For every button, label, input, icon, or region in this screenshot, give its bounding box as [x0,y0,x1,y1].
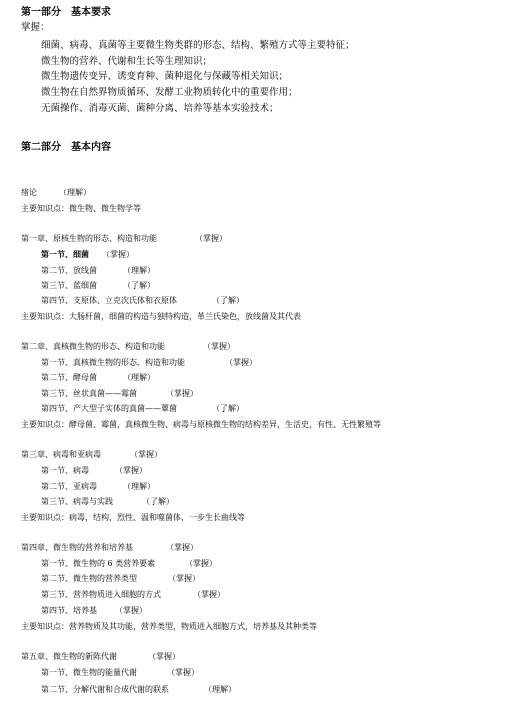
ch5-section-2-level: （理解） [204,685,236,694]
master-label: 掌握： [21,22,50,33]
ch2-section-2: 第二节、酵母菌 [41,373,97,382]
requirement-item: 微生物的营养、代谢和生长等生理知识； [41,56,213,67]
ch1-section-1-level: （掌握） [102,250,134,259]
chapter2-title: 第二章、真核微生物的形态、构造和功能 [21,342,165,351]
ch2-section-2-level: （理解） [123,373,155,382]
ch4-section-2: 第二节、微生物的营养类型 [41,574,137,583]
ch2-section-4: 第四节、产大型子实体的真菌——蕈菌 [41,404,177,413]
ch1-section-3: 第三节、蓝细菌 [41,281,97,290]
ch4-section-4-level: （掌握） [115,606,147,615]
chapter4-title: 第四章、微生物的营养和培养基 [21,543,133,552]
requirement-item: 微生物在自然界物质循环、发酵工业物质转化中的重要作用； [41,87,298,98]
ch1-section-3-level: （了解） [123,281,155,290]
ch3-section-2: 第二节、亚病毒 [41,482,97,491]
ch2-section-1: 第一节、真核微生物的形态、构造和功能 [41,358,185,367]
ch2-section-4-level: （了解） [212,404,244,413]
requirement-item: 无菌操作、消毒灭菌、菌种分离、培养等基本实验技术； [41,103,279,114]
requirement-item: 细菌、病毒、真菌等主要微生物类群的形态、结构、繁殖方式等主要特征； [41,40,355,51]
requirement-item: 微生物遗传变异、诱变育种、菌种退化与保藏等相关知识； [41,71,289,82]
chapter5-level: （掌握） [148,652,180,661]
chapter2-level: （掌握） [203,342,235,351]
intro-title: 绪论 [21,188,37,197]
chapter4-level: （掌握） [166,543,198,552]
chapter1-level: （掌握） [195,234,227,243]
ch4-section-3-level: （掌握） [193,590,225,599]
chapter3-points: 主要知识点：病毒，结构，烈性、温和噬菌体，一步生长曲线等 [21,513,245,522]
part2-title: 第二部分 基本内容 [21,142,111,153]
chapter4-points: 主要知识点：营养物质及其功能，营养类型，物质进入细胞方式，培养基及其种类等 [21,622,317,631]
ch3-section-1-level: （掌握） [115,466,147,475]
ch4-section-4: 第四节、培养基 [41,606,97,615]
chapter1-title: 第一章、原核生物的形态、构造和功能 [21,234,157,243]
ch1-section-2: 第二节、放线菌 [41,266,97,275]
ch1-section-4: 第四节、支原体、立克次氏体和衣原体 [41,296,177,305]
ch3-section-3-level: （了解） [142,497,174,506]
ch2-section-1-level: （掌握） [225,358,257,367]
ch5-section-2: 第二节、分解代谢和合成代谢的联系 [41,685,169,694]
ch3-section-3: 第三节、病毒与实践 [41,497,113,506]
ch1-section-1: 第一节、细菌 [41,249,89,259]
chapter3-level: （掌握） [130,450,162,459]
chapter2-points: 主要知识点：酵母菌、霉菌，真核微生物、病毒与原核微生物的结构差异，生活史，有性、无性繁殖等 [21,420,381,429]
part1-title: 第一部分 基本要求 [21,7,111,18]
ch2-section-3: 第三节、丝状真菌——霉菌 [41,389,137,398]
ch3-section-1: 第一节、病毒 [41,466,89,475]
ch5-section-1: 第一节、微生物的能量代谢 [41,668,137,677]
ch1-section-2-level: （理解） [123,266,155,275]
ch3-section-2-level: （理解） [123,482,155,491]
chapter3-title: 第三章、病毒和亚病毒 [21,450,101,459]
intro-level: （理解） [59,188,91,197]
ch2-section-3-level: （掌握） [166,389,198,398]
ch4-section-1: 第一节、微生物的 6 类营养要素 [41,559,156,568]
ch4-section-1-level: （掌握） [185,559,217,568]
intro-points: 主要知识点：微生物、微生物学等 [21,204,141,213]
ch4-section-2-level: （掌握） [168,574,200,583]
chapter5-title: 第五章、微生物的新陈代谢 [21,652,117,661]
chapter1-points: 主要知识点：大肠杆菌，细菌的构造与独特构造，革兰氏染色，放线菌及其代表 [21,312,301,321]
ch4-section-3: 第三节、营养物质进入细胞的方式 [41,590,161,599]
ch1-section-4-level: （了解） [212,296,244,305]
ch5-section-1-level: （掌握） [167,668,199,677]
